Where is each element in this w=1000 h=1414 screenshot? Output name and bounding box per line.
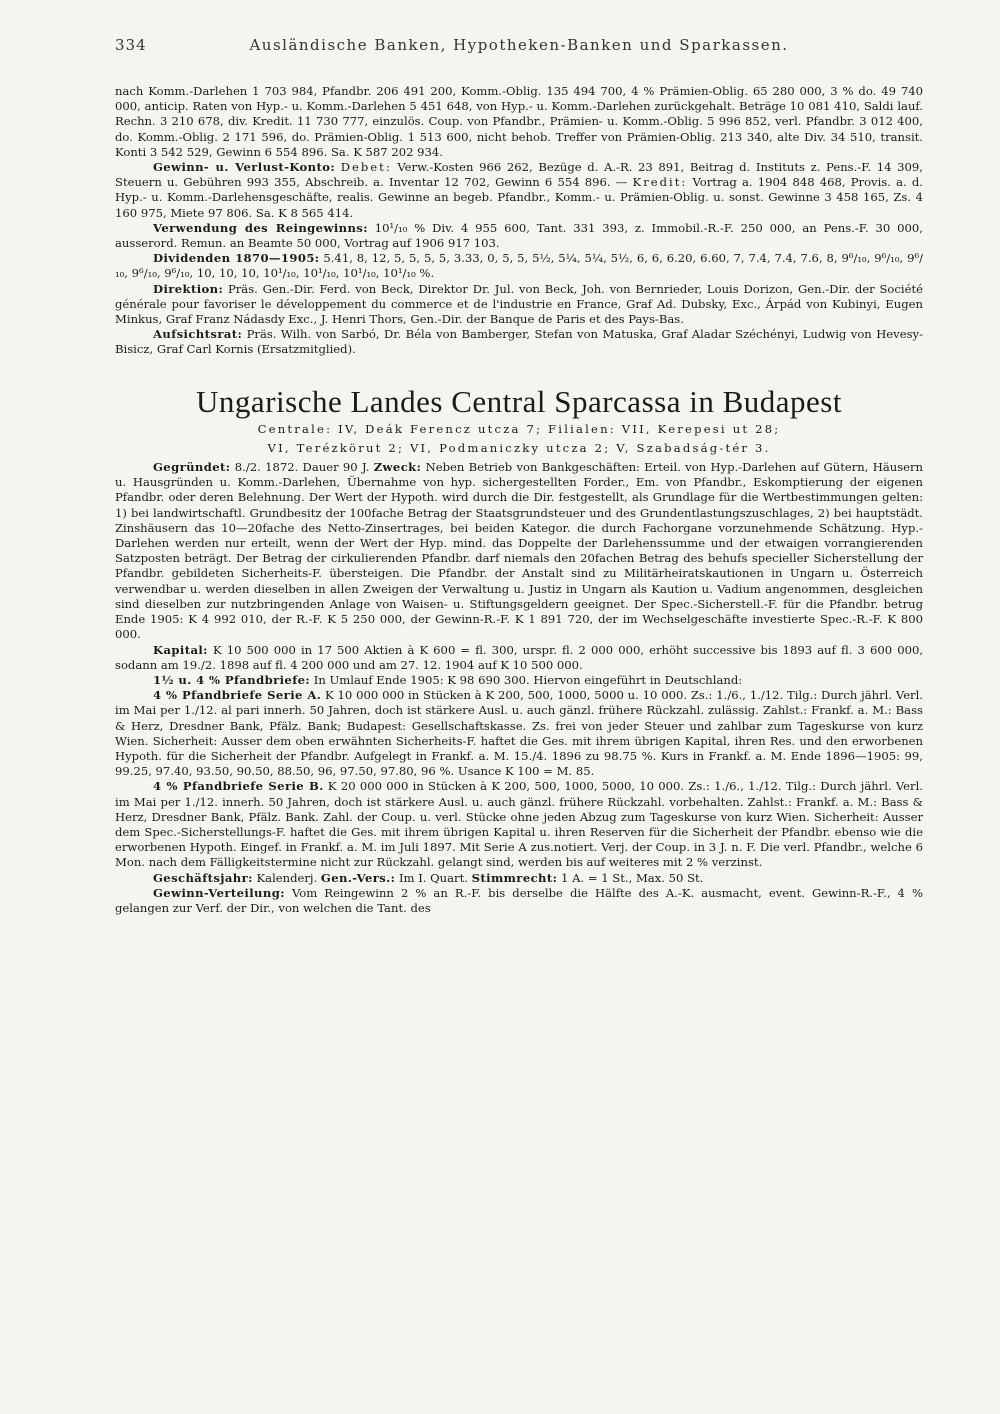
gewinn-konto-label: Gewinn- u. Verlust-Konto:: [153, 160, 336, 175]
zweck-label: Zweck:: [373, 460, 422, 475]
gewinn-debet-text: Verw.-Kosten 966 262, Bezüge d. A.-R. 23 891, Beitrag d. Instituts z. Pens.-F. 14 309, Steuern u. Gebühren 993 355, Abschreib. a. Inventar 12 702, Gewinn 6 554 896. —: [115, 160, 923, 190]
gewinn-konto-paragraph: [115, 160, 923, 221]
gewinn-kredit-text: Vortrag a. 1904 848 468, Provis. a. d. Hyp.- u. Komm.-Darlehensgeschäfte, realis. Gewinne an begeb. Pfandbr., Komm.- u. Prämien-Oblig. u. sonst. Gewinne 3 458 165, Zs. 4 160 975, Miete 97 806. Sa. K 8 565 414.: [115, 175, 923, 220]
gewinn-verteilung-label: Gewinn-Verteilung:: [153, 885, 285, 900]
gegruendet-label: Gegründet:: [153, 460, 231, 475]
pfandbriefe-label: 1½ u. 4 % Pfandbriefe:: [153, 672, 311, 687]
gewinn-verteilung-text: Vom Reingewinn 2 % an R.-F. bis derselbe die Hälfte des A.-K. ausmacht, event. Gewinn-R.-F., 4 % gelangen zur Verf. der Dir., von welchen die Tant. des: [115, 885, 924, 915]
verwendung-text: 10¹/₁₀ % Div. 4 955 600, Tant. 331 393, z. Immobil.-R.-F. 250 000, an Pens.-F. 30 000, ausserord. Remun. an Beamte 50 000, Vortrag auf 1906 917 103.: [115, 220, 923, 251]
zweck-text: Neben Betrieb von Bankgeschäften: Erteil. von Hyp.-Darlehen auf Gütern, Häusern u. Hausgründen u. Komm.-Darlehen, Übernahme von hyp. sichergestellten Forder., Em. von Pfandbr., Eskomptierung der eigenen Pfandbr. oder deren Belehnung. Der Wert der Hypoth. wird durch die Dir. festgestellt, als Grundlage für die Wertbestimmungen gelten: 1) bei landwirtschaftl. Grundbesitz der 100fache Betrag der Staatsgrundsteuer und des Grundentlastungszuschlages, 2) bei hauptstädt. Zinshäusern das 10—20fache des Netto-Zinsertrages, bei beiden Kategor. die durch Fachorgane vorzunehmende Schätzung. Hyp.-Darlehen werden nur erteilt, wenn der Wert der Hyp. mind. das Doppelte der Darlehenssumme und der etwaigen vorrangierenden Satzposten beträgt. Der Betrag der cirkulierenden Pfandbr. darf niemals den 20fachen Betrag des behufs specieller Sicherstellung der Pfandbr. gebildeten Sicherheits-F. übersteigen. Die Pfandbr. der Anstalt sind zu Militärheiratskautionen in Ungarn u. Österreich verwendbar u. werden dieselben in allen Zweigen der Verwaltung u. Justiz in Ungarn als Kaution u. Vadium angenommen, desgleichen sind dieselben zur nutzbringenden Anlage von Waisen- u. Stiftungsgeldern geeignet. Der Spec.-Sicherstell.-F. für die Pfandbr. betrug Ende 1905: K 4 992 010, der R.-F. K 5 250 000, der Gewinn-R.-F. K 1 891 720, der im Wechselgeschäfte investierte Spec.-R.-F. K 800 000.: [115, 460, 924, 642]
balance-continuation: nach Komm.-Darlehen 1 703 984, Pfandbr. 206 491 200, Komm.-Oblig. 135 494 700, 4 % Prämien-Oblig. 65 280 000, 3 % do. 49 740 000, anticip. Raten von Hyp.- u. Komm.-Darlehen 5 451 648, von Hyp.- u. Komm.-Darlehen zurückgehalt. Beträge 10 081 410, Saldi lauf. Rechn. 3 210 678, div. Kredit. 11 730 777, einzulös. Coup. von Pfandbr., Prämien- u. Komm.-Oblig. 5 996 852, verl. Pfandbr. 3 012 400, do. Komm.-Oblig. 2 171 596, do. Prämien-Oblig. 1 513 600, nicht behob. Treffer von Prämien-Oblig. 213 340, alte Div. 34 510, transit. Konti 3 542 529, Gewinn 6 554 896. Sa. K 587 202 934.: [115, 84, 923, 159]
debet-label: Debet:: [340, 160, 392, 175]
kapital-text: K 10 500 000 in 17 500 Aktien à K 600 = fl. 300, urspr. fl. 2 000 000, erhöht successive bis 1893 auf fl. 3 600 000, sodann am 19./2. 1898 auf fl. 4 200 000 und am 27. 12. 1904 auf K 10 500 000.: [115, 642, 924, 672]
gen-vers-label: Gen.-Vers.:: [320, 870, 396, 885]
running-title: Ausländische Banken, Hypotheken-Banken und Sparkassen.: [249, 36, 789, 54]
kredit-label: Kredit:: [632, 175, 688, 190]
serie-b-paragraph: [115, 779, 923, 870]
serie-a-paragraph: [115, 688, 923, 779]
gewinn-verteilung-paragraph: [115, 886, 923, 916]
serie-b-text: K 20 000 000 in Stücken à K 200, 500, 1000, 5000, 10 000. Zs.: 1./6., 1./12. Tilg.: Durch jährl. Verl. im Mai per 1./12. innerh. 50 Jahren, doch ist stärkere Ausl. u. auch gänzl. frühere Rückzahl. vorbehalten. Zahlst.: Frankf. a. M.: Bass & Herz, Dresdner Bank, Pfälz. Bank. Zahl. der Coup. u. verl. Stücke ohne jeden Abzug zum Tageskurse von kurz Wien. Sicherheit: Ausser dem Spec.-Sicherstellungs-F. haftet die Ges. mit ihrem übrigen Kapital u. ihren Reserven für die Sicherheit der Pfandbr. ebenso wie die erworbenen Hypoth. Eingef. in Frankf. a. M. im Juli 1897. Mit Serie A zus.notiert. Verj. der Coup. in 3 J. n. F. Die verl. Pfandbr., welche 6 Mon. nach dem Fälligkeitstermine nicht zur Rückzahl. gelangt sind, werden bis auf weiteres mit 2 % verzinst.: [115, 779, 923, 870]
serie-a-text: K 10 000 000 in Stücken à K 200, 500, 1000, 5000 u. 10 000. Zs.: 1./6., 1./12. Tilg.: Durch jährl. Verl. im Mai per 1./12. al pari innerh. 50 Jahren, doch ist stärkere Ausl. u. auch gänzl. frühere Rückzahl. zulässig. Zahlst.: Frankf. a. M.: Bass & Herz, Dresdner Bank, Pfälz. Bank; Budapest: Gesellschaftskasse. Zs. frei von jeder Steuer und zahlbar zum Tageskurse von kurz Wien. Sicherheit: Ausser dem oben erwähnten Sicherheits-F. haftet die Ges. mit ihrem übrigen Kapital, ihren Res. und den erworbenen Hypoth. für die Sicherheit der Pfandbr. Aufgelegt in Frankf. a. M. 15./4. 1896 zu 98.75 %. Kurs in Frankf. a. M. Ende 1896—1905: 99, 99.25, 97.40, 93.50, 90.50, 88.50, 96, 97.50, 97.80, 96 %. Usance K 100 = M. 85.: [115, 688, 923, 779]
bank-section: [115, 460, 923, 916]
aufsichtsrat-paragraph: [115, 327, 923, 357]
gegruendet-zweck-paragraph: [115, 460, 923, 642]
direktion-label: Direktion:: [153, 281, 224, 296]
dividenden-text: 5.41, 8, 12, 5, 5, 5, 5, 3.33, 0, 5, 5, 5½, 5¼, 5¼, 5½, 6, 6, 6.20, 6.60, 7, 7.4, 7.4, 7.6, 8, 9⁶/₁₀, 9⁶/₁₀, 9⁶/₁₀, 9⁶/₁₀, 9⁶/₁₀, 10, 10, 10, 10¹/₁₀, 10¹/₁₀, 10¹/₁₀, 10¹/₁₀ %.: [115, 251, 923, 281]
pfandbriefe-paragraph: [115, 673, 923, 688]
running-head: [115, 36, 923, 58]
geschaeftsjahr-paragraph: [115, 871, 923, 886]
bank-title: Ungarische Landes Central Sparcassa in Budapest: [196, 383, 842, 419]
bank-address-line-2: VI, Terézkörut 2; VI, Podmaniczky utcza 2; V, Szabadság-tér 3.: [267, 440, 771, 455]
serie-a-label: 4 % Pfandbriefe Serie A.: [153, 688, 322, 703]
gen-vers-text: Im I. Quart.: [398, 870, 468, 885]
page-number: 334: [115, 36, 147, 54]
pfandbriefe-text: In Umlauf Ende 1905: K 98 690 300. Hiervon eingeführt in Deutschland:: [313, 672, 743, 687]
aufsichtsrat-text: Präs. Wilh. von Sarbó, Dr. Béla von Bamberger, Stefan von Matuska, Graf Aladar Széchényi, Ludwig von Hevesy-Bisicz, Graf Carl Kornis (Ersatzmitglied).: [115, 327, 923, 357]
stimmrecht-text: 1 A. = 1 St., Max. 50 St.: [561, 870, 704, 885]
kapital-label: Kapital:: [153, 642, 208, 657]
page: [115, 36, 923, 916]
dividenden-label: Dividenden 1870—1905:: [153, 251, 320, 266]
direktion-text: Präs. Gen.-Dir. Ferd. von Beck, Direktor Dr. Jul. von Beck, Joh. von Bernrieder, Louis Dorizon, Gen.-Dir. der Société générale pour favoriser le développement du commerce et de l'industrie en France, Graf Ad. Dubsky, Exc., Árpád von Kubinyi, Eugen Minkus, Graf Franz Nádasdy Exc., J. Henri Thors, Gen.-Dir. der Banque de Paris et des Pays-Bas.: [115, 281, 923, 327]
geschaeftsjahr-label: Geschäftsjahr:: [153, 870, 253, 885]
stimmrecht-label: Stimmrecht:: [471, 870, 558, 885]
bank-address-line-1: Centrale: IV, Deák Ferencz utcza 7; Filialen: VII, Kerepesi ut 28;: [257, 421, 781, 436]
dividenden-paragraph: [115, 251, 923, 281]
previous-bank-section: [115, 84, 923, 358]
serie-b-label: 4 % Pfandbriefe Serie B.: [153, 779, 324, 794]
kapital-paragraph: [115, 643, 923, 673]
gegruendet-text: 8./2. 1872. Dauer 90 J.: [234, 460, 370, 475]
verwendung-label: Verwendung des Reingewinns:: [153, 220, 368, 235]
geschaeftsjahr-text: Kalenderj.: [256, 870, 318, 885]
aufsichtsrat-label: Aufsichtsrat:: [153, 327, 243, 342]
verwendung-paragraph: [115, 221, 923, 251]
direktion-paragraph: [115, 282, 923, 328]
